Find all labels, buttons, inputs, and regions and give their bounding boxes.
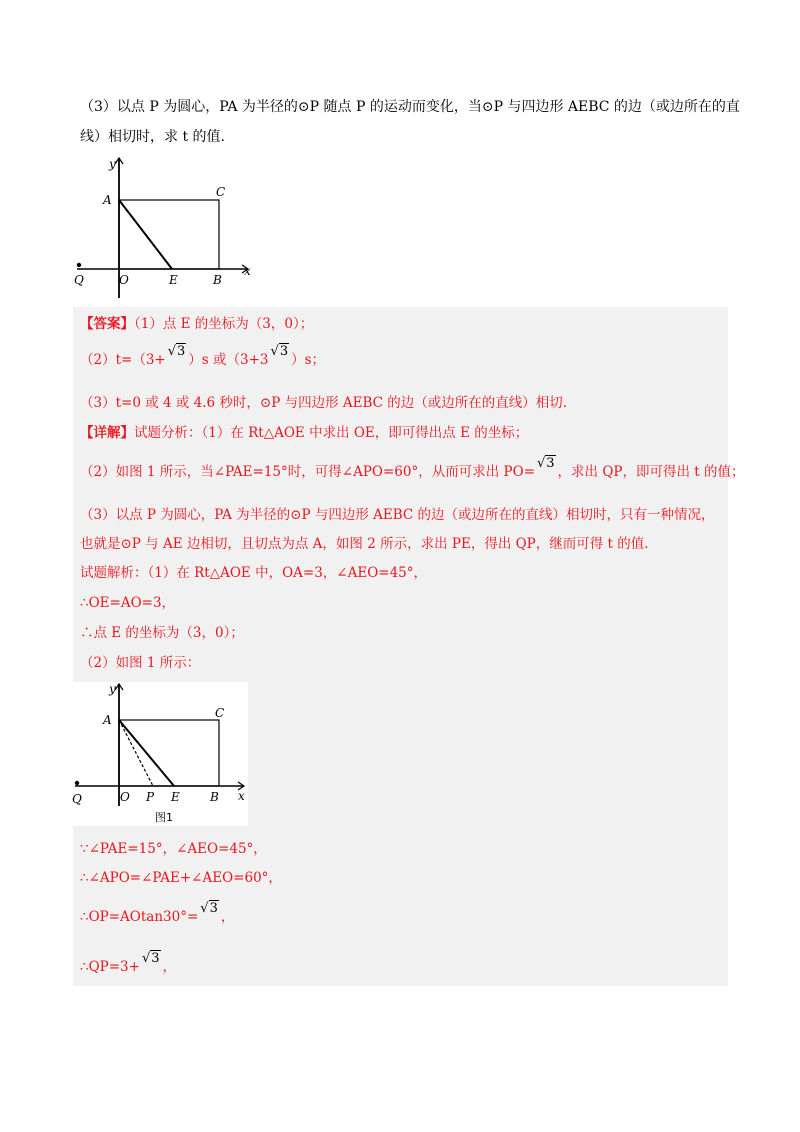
answer-line-2: （2）t=（3+√3）s 或（3+3√3）s； bbox=[80, 344, 326, 368]
point-label-O: O bbox=[120, 790, 130, 804]
point-label-P: P bbox=[146, 790, 155, 804]
answer-tag: 【答案】 bbox=[80, 316, 134, 332]
sqrt-3: √3 bbox=[536, 456, 555, 471]
point-label-Q: Q bbox=[72, 792, 82, 806]
answer-line-1: 【答案】（1）点 E 的坐标为（3，0）； bbox=[80, 316, 314, 332]
detail-line-3b: 也就是⊙P 与 AE 边相切，且切点为点 A，如图 2 所示，求出 PE，得出 QP，继而可得 t 的值. bbox=[80, 536, 649, 552]
sqrt-3: √3 bbox=[270, 344, 289, 359]
solution-line-4: （2）如图 1 所示： bbox=[80, 655, 201, 671]
sqrt-3: √3 bbox=[167, 344, 186, 359]
answer-line-3: （3）t=0 或 4 或 4.6 秒时，⊙P 与四边形 AEBC 的边（或边所在的直线）相切. bbox=[80, 395, 568, 411]
question-line-1: （3）以点 P 为圆心，PA 为半径的⊙P 随点 P 的运动而变化，当⊙P 与四边形 AEBC 的边（或边所在的直 bbox=[80, 99, 740, 115]
axis-label-x: x bbox=[238, 789, 245, 803]
solution-line-8: ∴QP=3+√3， bbox=[80, 951, 177, 975]
axis-label-x: x bbox=[244, 264, 251, 278]
solution-line-1: 试题解析：（1）在 Rt△AOE 中，OA=3，∠AEO=45°， bbox=[80, 565, 428, 581]
solution-line-3: ∴点 E 的坐标为（3，0）； bbox=[80, 625, 244, 641]
detail-line-3a: （3）以点 P 为圆心，PA 为半径的⊙P 与四边形 AEBC 的边（或边所在的直线）相切时，只有一种情况， bbox=[80, 507, 715, 523]
axis-label-y: y bbox=[109, 682, 116, 696]
point-label-A: A bbox=[103, 193, 112, 207]
solution-line-5: ∵∠PAE=15°，∠AEO=45°， bbox=[80, 841, 267, 857]
coordinate-figure-1 bbox=[72, 682, 248, 826]
point-label-A: A bbox=[103, 713, 112, 727]
solution-line-7: ∴OP=AOtan30°=√3， bbox=[80, 901, 235, 925]
solution-line-2: ∴OE=AO=3， bbox=[80, 595, 176, 611]
detail-line-2: （2）如图 1 所示，当∠PAE=15°时，可得∠APO=60°，从而可求出 PO=√3，求出 QP，即可得出 t 的值； bbox=[80, 456, 745, 480]
point-label-C: C bbox=[215, 706, 225, 720]
sqrt-3: √3 bbox=[200, 901, 218, 916]
point-label-B: B bbox=[210, 790, 219, 804]
sqrt-3: √3 bbox=[141, 951, 160, 966]
point-label-E: E bbox=[169, 273, 178, 287]
detail-line-1: 【详解】试题分析：（1）在 Rt△AOE 中求出 OE，即可得出点 E 的坐标； bbox=[80, 425, 529, 441]
point-label-B: B bbox=[213, 273, 222, 287]
solution-line-6: ∴∠APO=∠PAE+∠AEO=60°， bbox=[80, 870, 282, 886]
point-label-O: O bbox=[119, 273, 129, 287]
point-label-C: C bbox=[216, 185, 226, 199]
detail-tag: 【详解】 bbox=[80, 425, 134, 441]
point-label-E: E bbox=[171, 790, 180, 804]
axis-label-y: y bbox=[109, 157, 116, 171]
coordinate-figure-top bbox=[72, 155, 252, 300]
figure-caption: 图1 bbox=[155, 811, 173, 824]
question-line-2: 线）相切时，求 t 的值. bbox=[80, 129, 225, 145]
point-label-Q: Q bbox=[74, 273, 84, 287]
